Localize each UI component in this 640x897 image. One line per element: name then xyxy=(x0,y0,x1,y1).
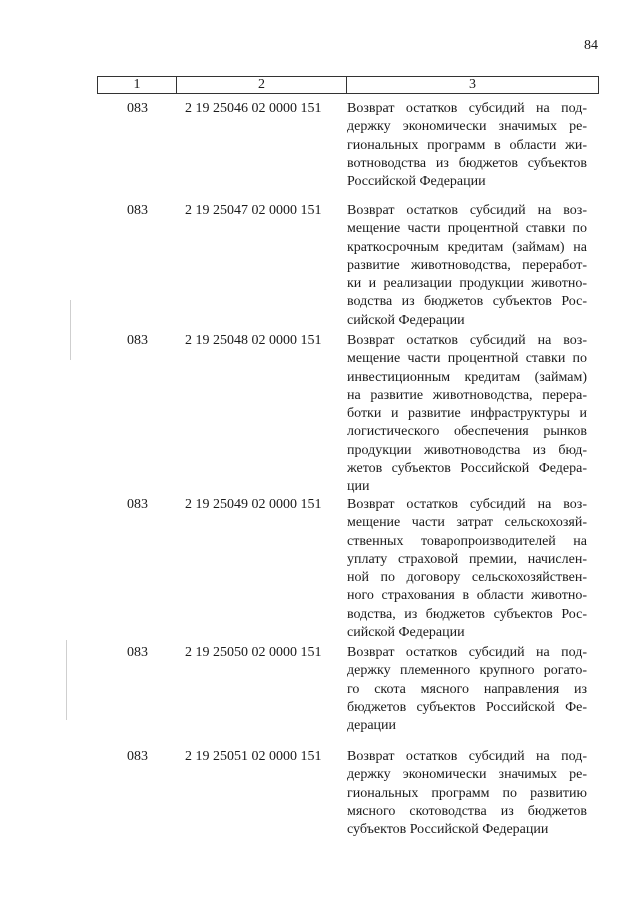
column-header-3: 3 xyxy=(469,77,476,92)
budget-classification-code: 2 19 25048 02 0000 151 xyxy=(185,333,322,348)
description-line: мясного скотоводства из бюджетов xyxy=(347,803,587,819)
description-line: дерации xyxy=(347,718,397,734)
admin-code: 083 xyxy=(127,497,148,512)
budget-classification-code: 2 19 25047 02 0000 151 xyxy=(185,203,322,218)
description-line: развитие животноводства, переработ- xyxy=(347,257,587,273)
description-line: инвестиционным кредитам (займам) xyxy=(347,369,587,385)
description-line: ного страхования в области животно- xyxy=(347,588,587,604)
description-line: ки и реализации продукции животно- xyxy=(347,276,587,292)
table-header-row xyxy=(97,76,599,94)
description-line: бюджетов субъектов Российской Фе- xyxy=(347,699,587,715)
description-line: Возврат остатков субсидий на под- xyxy=(347,645,587,660)
description-line: на развитие животноводства, перера- xyxy=(347,387,587,403)
revenue-description xyxy=(347,202,587,330)
budget-classification-code: 2 19 25050 02 0000 151 xyxy=(185,645,322,660)
budget-classification-code: 2 19 25046 02 0000 151 xyxy=(185,101,322,116)
description-line: ной по договору сельскохозяйствен- xyxy=(347,570,587,586)
description-line: водства из бюджетов субъектов Рос- xyxy=(347,294,587,310)
revenue-description xyxy=(347,644,587,735)
description-line: гиональных программ в области жи- xyxy=(347,137,587,153)
description-line: краткосрочным кредитам (займам) на xyxy=(347,239,587,255)
description-line: мещение части затрат сельскохозяй- xyxy=(347,515,587,531)
description-line: держку экономически значимых ре- xyxy=(347,767,587,783)
description-line: Возврат остатков субсидий на воз- xyxy=(347,203,587,218)
description-line: вотноводства из бюджетов субъектов xyxy=(347,155,587,171)
description-line: мещение части процентной ставки по xyxy=(347,351,587,367)
admin-code: 083 xyxy=(127,645,148,660)
admin-code: 083 xyxy=(127,203,148,218)
revenue-description xyxy=(347,332,587,497)
description-line: ции xyxy=(347,479,370,495)
description-line: Возврат остатков субсидий на под- xyxy=(347,101,587,116)
scan-artifact xyxy=(66,640,67,720)
admin-code: 083 xyxy=(127,101,148,116)
admin-code: 083 xyxy=(127,749,148,764)
description-line: держку племенного крупного рогато- xyxy=(347,663,587,679)
revenue-description xyxy=(347,748,587,839)
description-line: держку экономически значимых ре- xyxy=(347,119,587,135)
budget-code-table xyxy=(97,76,599,838)
description-line: Российской Федерации xyxy=(347,174,486,190)
description-line: Возврат остатков субсидий на под- xyxy=(347,749,587,764)
admin-code: 083 xyxy=(127,333,148,348)
description-line: Возврат остатков субсидий на воз- xyxy=(347,333,587,348)
description-line: уплату страховой премии, начислен- xyxy=(347,551,587,567)
scan-artifact xyxy=(70,300,71,360)
description-line: субъектов Российской Федерации xyxy=(347,822,549,838)
description-line: ственных товаропроизводителей на xyxy=(347,533,587,549)
column-header-1: 1 xyxy=(98,77,177,93)
description-line: мещение части процентной ставки по xyxy=(347,221,587,237)
description-line: сийской Федерации xyxy=(347,625,465,641)
description-line: жетов субъектов Российской Федера- xyxy=(347,461,587,477)
description-line: водства, из бюджетов субъектов Рос- xyxy=(347,606,587,622)
description-line: гиональных программ по развитию xyxy=(347,785,587,801)
description-line: Возврат остатков субсидий на воз- xyxy=(347,497,587,512)
revenue-description xyxy=(347,100,587,191)
description-line: продукции животноводства из бюд- xyxy=(347,442,587,458)
description-line: ботки и развитие инфраструктуры и xyxy=(347,406,587,422)
page-number: 84 xyxy=(584,38,598,53)
column-header-2: 2 xyxy=(177,77,347,93)
budget-classification-code: 2 19 25051 02 0000 151 xyxy=(185,749,322,764)
budget-classification-code: 2 19 25049 02 0000 151 xyxy=(185,497,322,512)
description-line: сийской Федерации xyxy=(347,312,465,328)
description-line: логистического обеспечения рынков xyxy=(347,424,587,440)
revenue-description xyxy=(347,496,587,642)
description-line: го скота мясного направления из xyxy=(347,681,587,697)
